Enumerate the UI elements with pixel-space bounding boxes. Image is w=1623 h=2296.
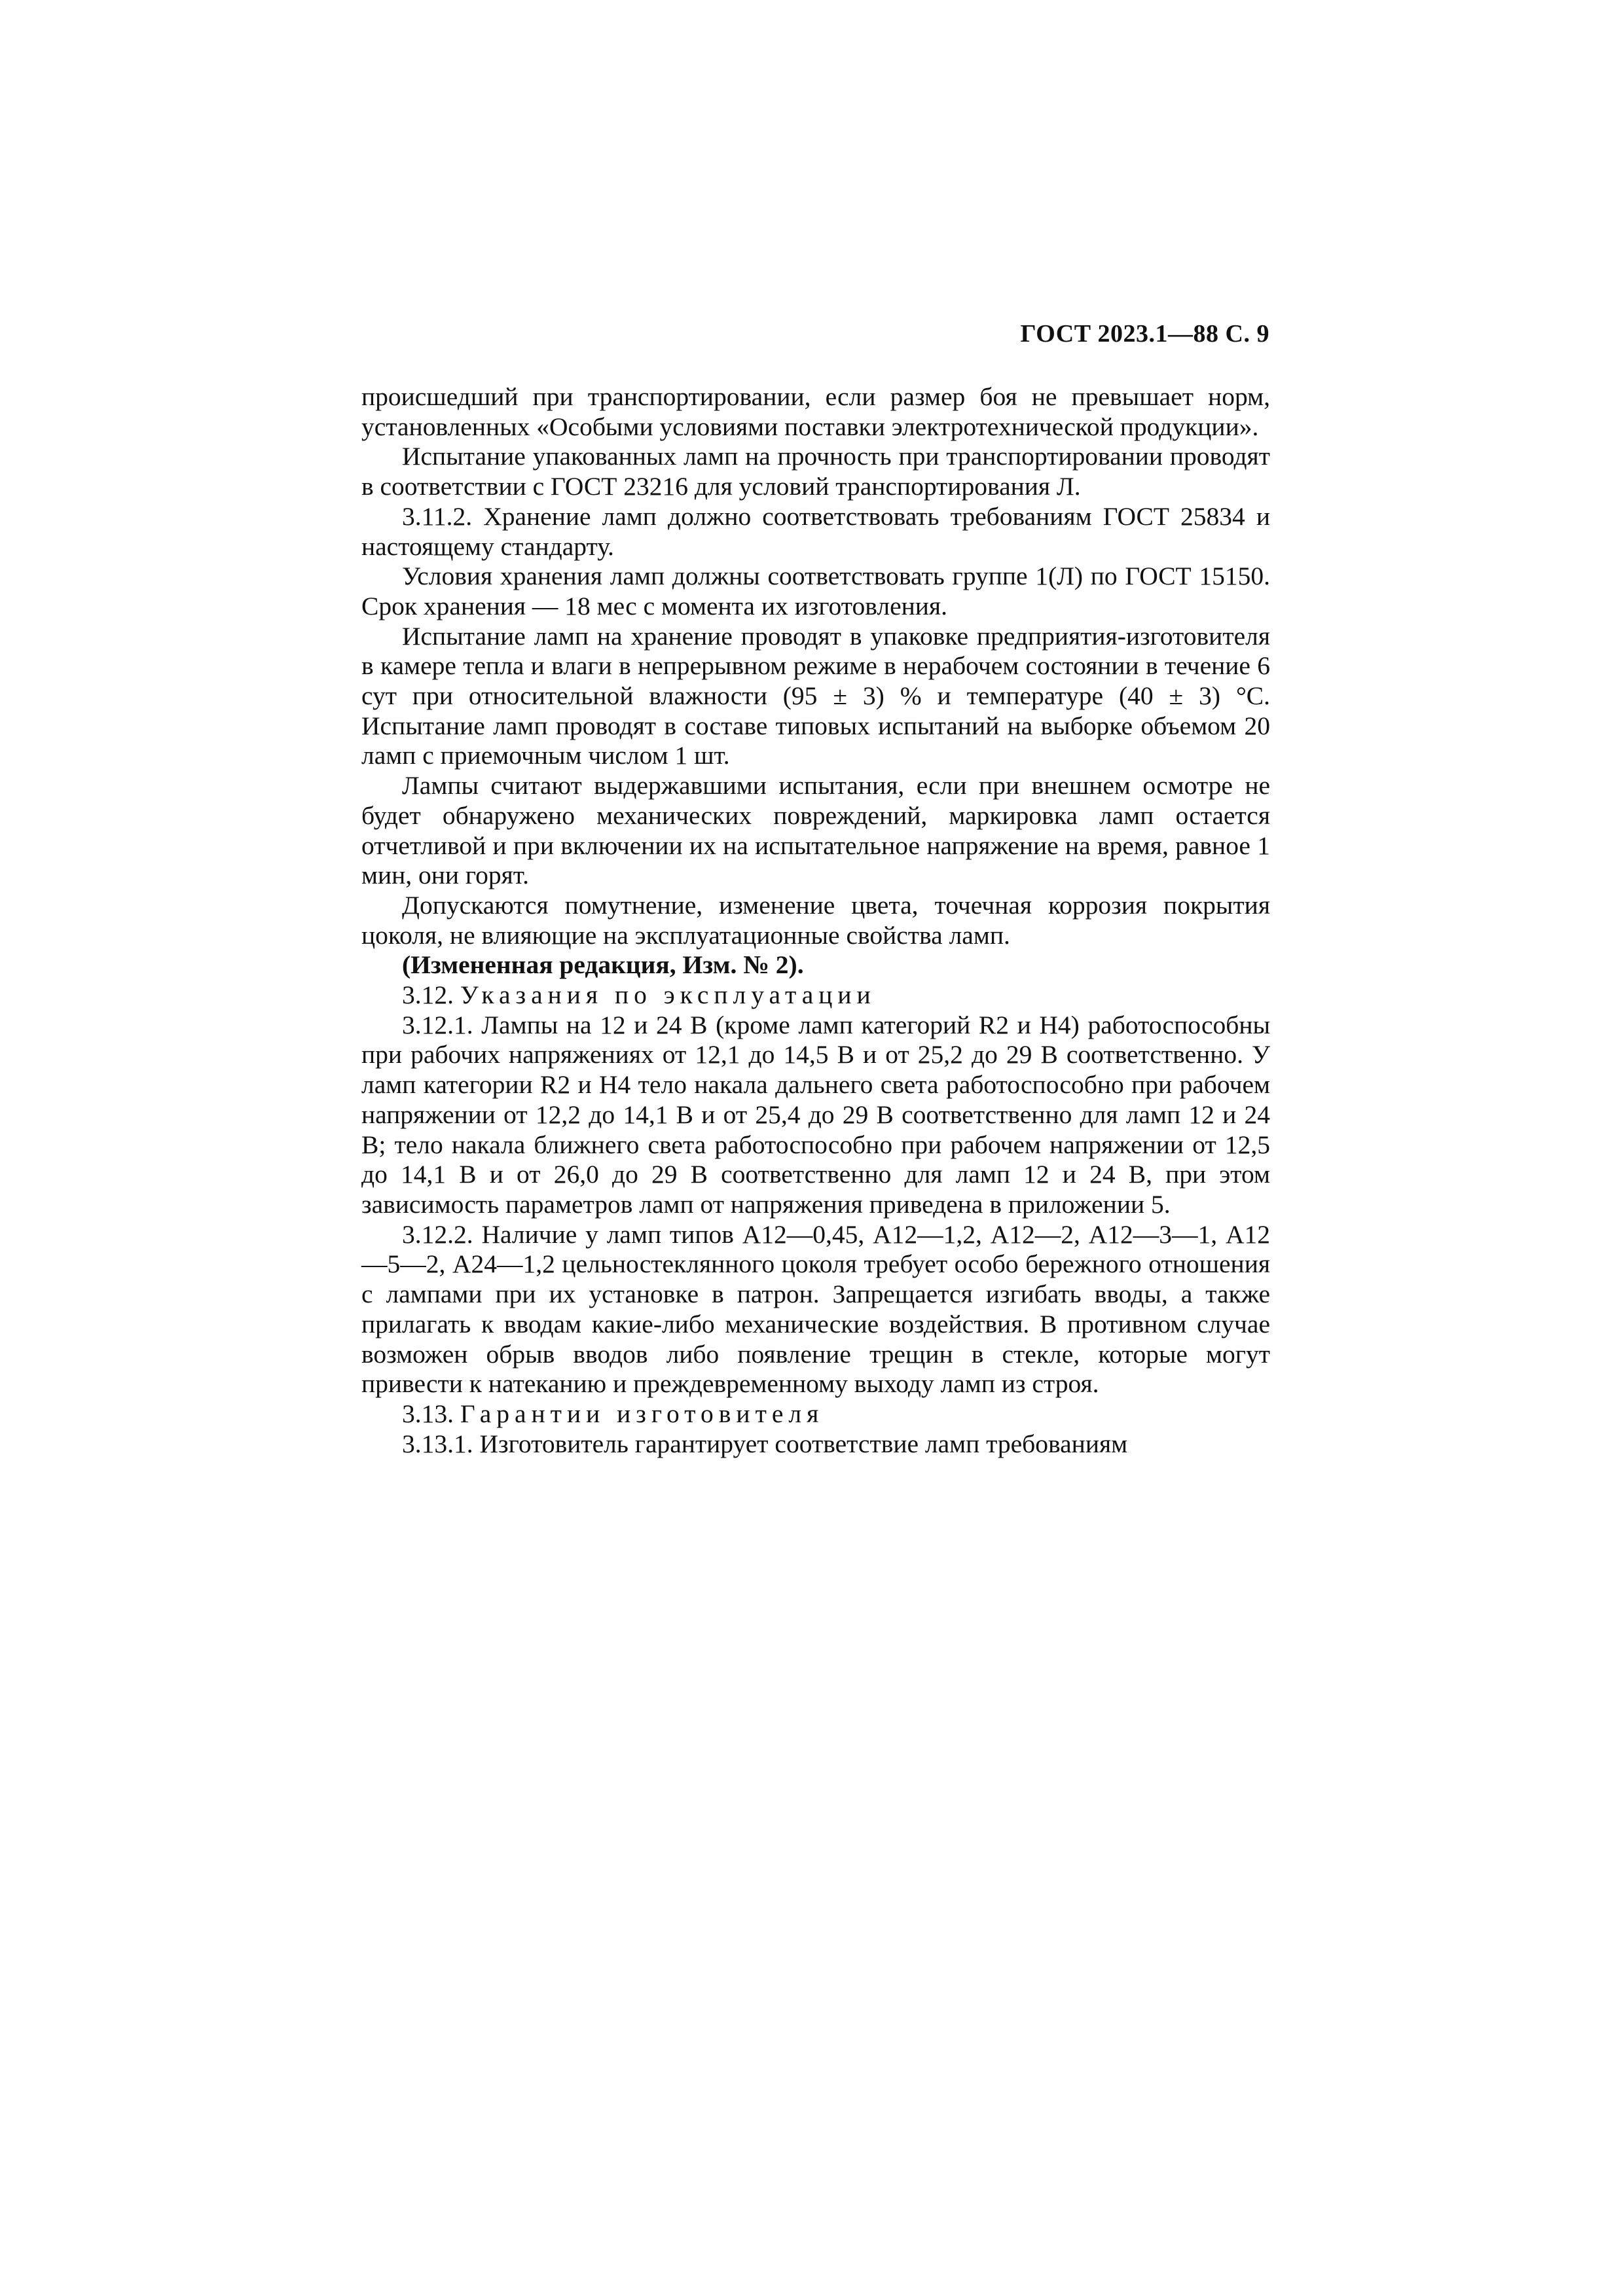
section-number: 3.13. [402,1399,454,1428]
section-number: 3.12. [402,980,454,1010]
paragraph-continuation: происшедший при транспортировании, если размер боя не превышает норм, установленных «Особыми условиями поставки электротехнической продукции». [361,382,1270,441]
paragraph-transport-test: Испытание упакованных ламп на прочность при транспортировании проводят в соответствии с ГОСТ 23216 для условий транспортирования Л. [361,442,1270,501]
section-title: Гарантии изготовителя [460,1399,824,1428]
paragraph-glass-base: 3.12.2. Наличие у ламп типов А12—0,45, А12—1,2, А12—2, А12—3—1, А12—5—2, А24—1,2 цельностеклянного цоколя требует особо бережного отношения с лампами при их установке в патрон. Запрещается изгибать вводы, а также прилагать к вводам какие-либо механические воздействия. В противном случае возможен обрыв вводов либо появление трещин в стекле, которые могут привести к натеканию и преждевременному выходу ламп из строя. [361,1219,1270,1399]
paragraph-warranty: 3.13.1. Изготовитель гарантирует соответствие ламп требованиям [402,1429,1128,1458]
paragraph-storage-requirements: 3.11.2. Хранение ламп должно соответствовать требованиям ГОСТ 25834 и настоящему стандарту. [361,501,1270,561]
section-title: Указания по эксплуатации [460,980,876,1010]
section-heading-operation [361,980,1270,1011]
paragraph-operating-voltage: 3.12.1. Лампы на 12 и 24 В (кроме ламп категорий R2 и Н4) работоспособны при рабочих напряжениях от 12,1 до 14,5 В и от 25,2 до 29 В соответственно. У ламп категории R2 и Н4 тело накала дальнего света работоспособно при рабочем напряжении от 12,2 до 14,1 В и от 25,4 до 29 В соответственно для ламп 12 и 24 В; тело накала ближнего света работоспособно при рабочем напряжении от 12,5 до 14,1 В и от 26,0 до 29 В соответственно для ламп 12 и 24 В, при этом зависимость параметров ламп от напряжения приведена в приложении 5. [361,1010,1270,1219]
paragraph-storage-conditions: Условия хранения ламп должны соответствовать группе 1(Л) по ГОСТ 15150. Срок хранения — 18 мес с момента их изготовления. [361,562,1270,620]
running-head: ГОСТ 2023.1—88 С. 9 [1020,320,1269,348]
section-heading-warranty [361,1399,1270,1429]
paragraph-storage-test: Испытание ламп на хранение проводят в упаковке предприятия-изготовителя в камере тепла и влаги в непрерывном режиме в нерабочем состоянии в течение 6 сут при относительной влажности (95 ± 3) % и температуре (40 ± 3) °С. Испытание ламп проводят в составе типовых испытаний на выборке объемом 20 ламп с приемочным числом 1 шт. [361,621,1270,770]
document-body [361,382,1270,1459]
paragraph-test-criteria: Лампы считают выдержавшими испытания, если при внешнем осмотре не будет обнаружено механических повреждений, маркировка ламп остается отчетливой и при включении их на испытательное напряжение на время, равное 1 мин, они горят. [361,771,1270,890]
amendment-note: (Измененная редакция, Изм. № 2). [402,950,804,980]
paragraph-allowances: Допускаются помутнение, изменение цвета, точечная коррозия покрытия цоколя, не влияющие на эксплуатационные свойства ламп. [361,890,1270,950]
